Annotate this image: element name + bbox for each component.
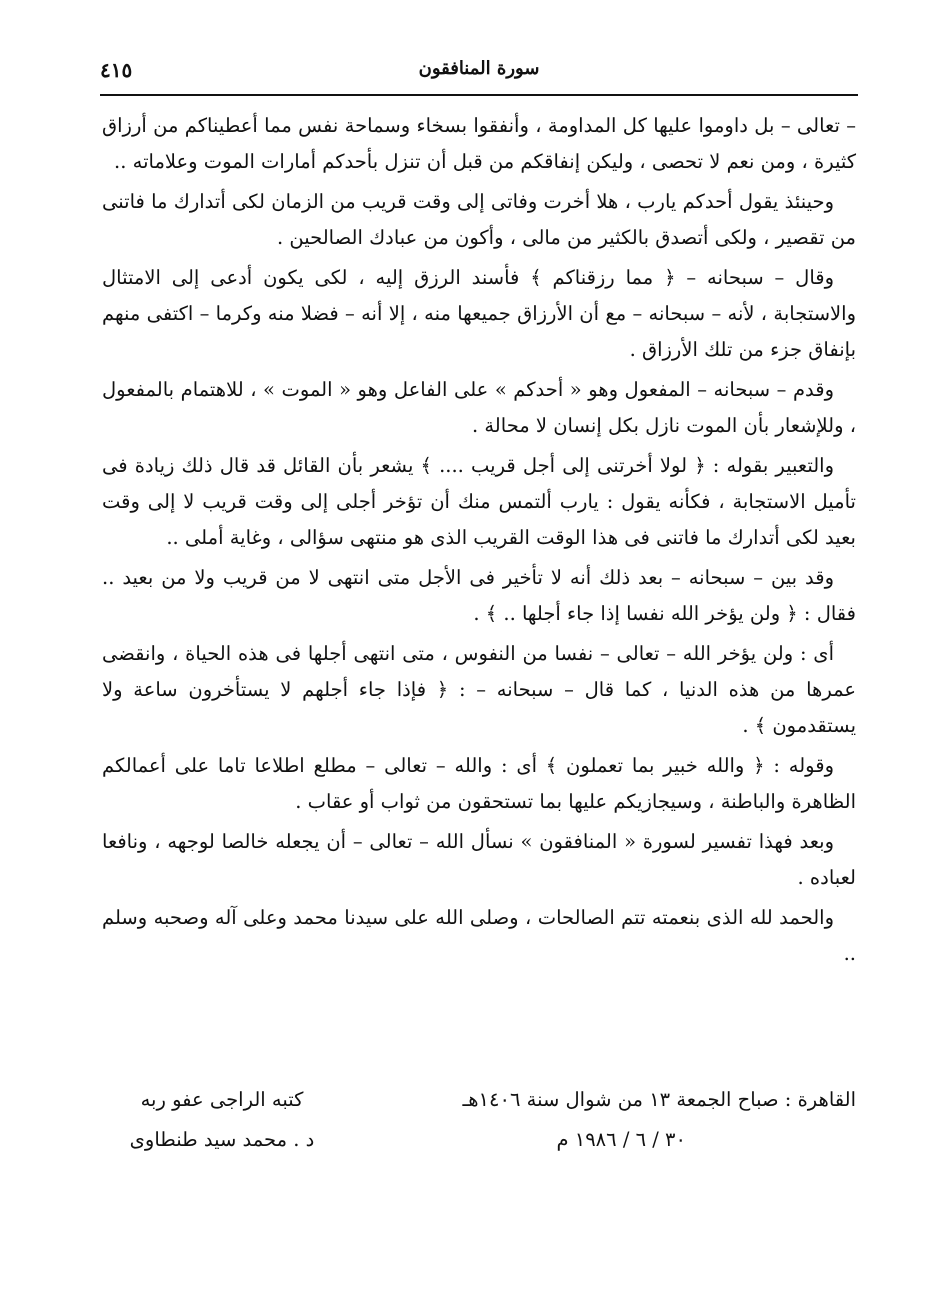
signature-row-1 <box>102 1082 856 1118</box>
paragraph-7: أى : ولن يؤخر الله – تعالى – نفسا من النفوس ، متى انتهى أجلها فى هذه الحياة ، وانقضى عمرها من هذه الدنيا ، كما قال – سبحانه – : ﴿ فإذا جاء أجلهم لا يستأخرون ساعة ولا يستقدمون ﴾ . <box>102 642 856 737</box>
surah-title: سورة المنافقون <box>418 58 540 79</box>
paragraph-9: وبعد فهذا تفسير لسورة « المنافقون » نسأل الله – تعالى – أن يجعله خالصا لوجهه ، ونافعا لعباده . <box>102 830 856 889</box>
paragraph-3: وقال – سبحانه – ﴿ مما رزقناكم ﴾ فأسند الرزق إليه ، لكى يكون أدعى إلى الامتثال والاستجابة ، لأنه – سبحانه – مع أن الأرزاق جميعها منه ، إلا أنه – فضلا منه وكرما – اكتفى منهم بإنفاق جزء من تلك الأرزاق . <box>102 266 856 361</box>
signature-block <box>102 1082 856 1158</box>
paragraph-2: وحينئذ يقول أحدكم يارب ، هلا أخرت وفاتى إلى وقت قريب من الزمان لكى أتدارك ما فاتنى من تقصير ، ولكى أتصدق بالكثير من مالى ، وأكون من عبادك الصالحين . <box>102 190 856 249</box>
paragraph-1: – تعالى – بل داوموا عليها كل المداومة ، وأنفقوا بسخاء وسماحة نفس مما أعطيناكم من أرزاق كثيرة ، ومن نعم لا تحصى ، وليكن إنفاقكم من قبل أن تنزل بأحدكم أمارات الموت وعلاماته .. <box>102 114 856 173</box>
signature-row-2 <box>102 1122 856 1158</box>
paragraph-10: والحمد لله الذى بنعمته تتم الصالحات ، وصلى الله على سيدنا محمد وعلى آله وصحبه وسلم .. <box>102 906 856 965</box>
paragraph-4: وقدم – سبحانه – المفعول وهو « أحدكم » على الفاعل وهو « الموت » ، للاهتمام بالمفعول ، وللإشعار بأن الموت نازل بكل إنسان لا محالة . <box>102 378 856 437</box>
paragraph-5: والتعبير بقوله : ﴿ لولا أخرتنى إلى أجل قريب .... ﴾ يشعر بأن القائل قد قال ذلك زيادة فى تأميل الاستجابة ، فكأنه يقول : يارب ألتمس منك أن تؤخر أجلى إلى وقت قريب لا إلى وقت بعيد لكى أتدارك ما فاتنى فى هذا الوقت القريب الذى هو منتهى سؤالى ، وغاية أملى .. <box>102 454 856 549</box>
author-line-1: كتبه الراجى عفو ربه <box>140 1088 304 1111</box>
header-rule <box>100 94 858 96</box>
running-header <box>100 52 858 92</box>
paragraph-8: وقوله : ﴿ والله خبير بما تعملون ﴾ أى : والله – تعالى – مطلع اطلاعا تاما على أعمالكم الظاهرة والباطنة ، وسيجازيكم عليها بما تستحقون من ثواب أو عقاب . <box>102 754 856 813</box>
author-line-2: د . محمد سيد طنطاوى <box>129 1128 315 1151</box>
place-date-hijri: القاهرة : صباح الجمعة ١٣ من شوال سنة ١٤٠٦هـ <box>462 1088 856 1111</box>
date-gregorian: ٣٠ / ٦ / ١٩٨٦ م <box>556 1128 686 1151</box>
paragraph-6: وقد بين – سبحانه – بعد ذلك أنه لا تأخير فى الأجل متى انتهى لا من قريب ولا من بعيد .. فقال : ﴿ ولن يؤخر الله نفسا إذا جاء أجلها .. ﴾ . <box>102 566 856 625</box>
page-number: ٤١٥ <box>100 58 133 82</box>
body-text <box>102 108 856 976</box>
